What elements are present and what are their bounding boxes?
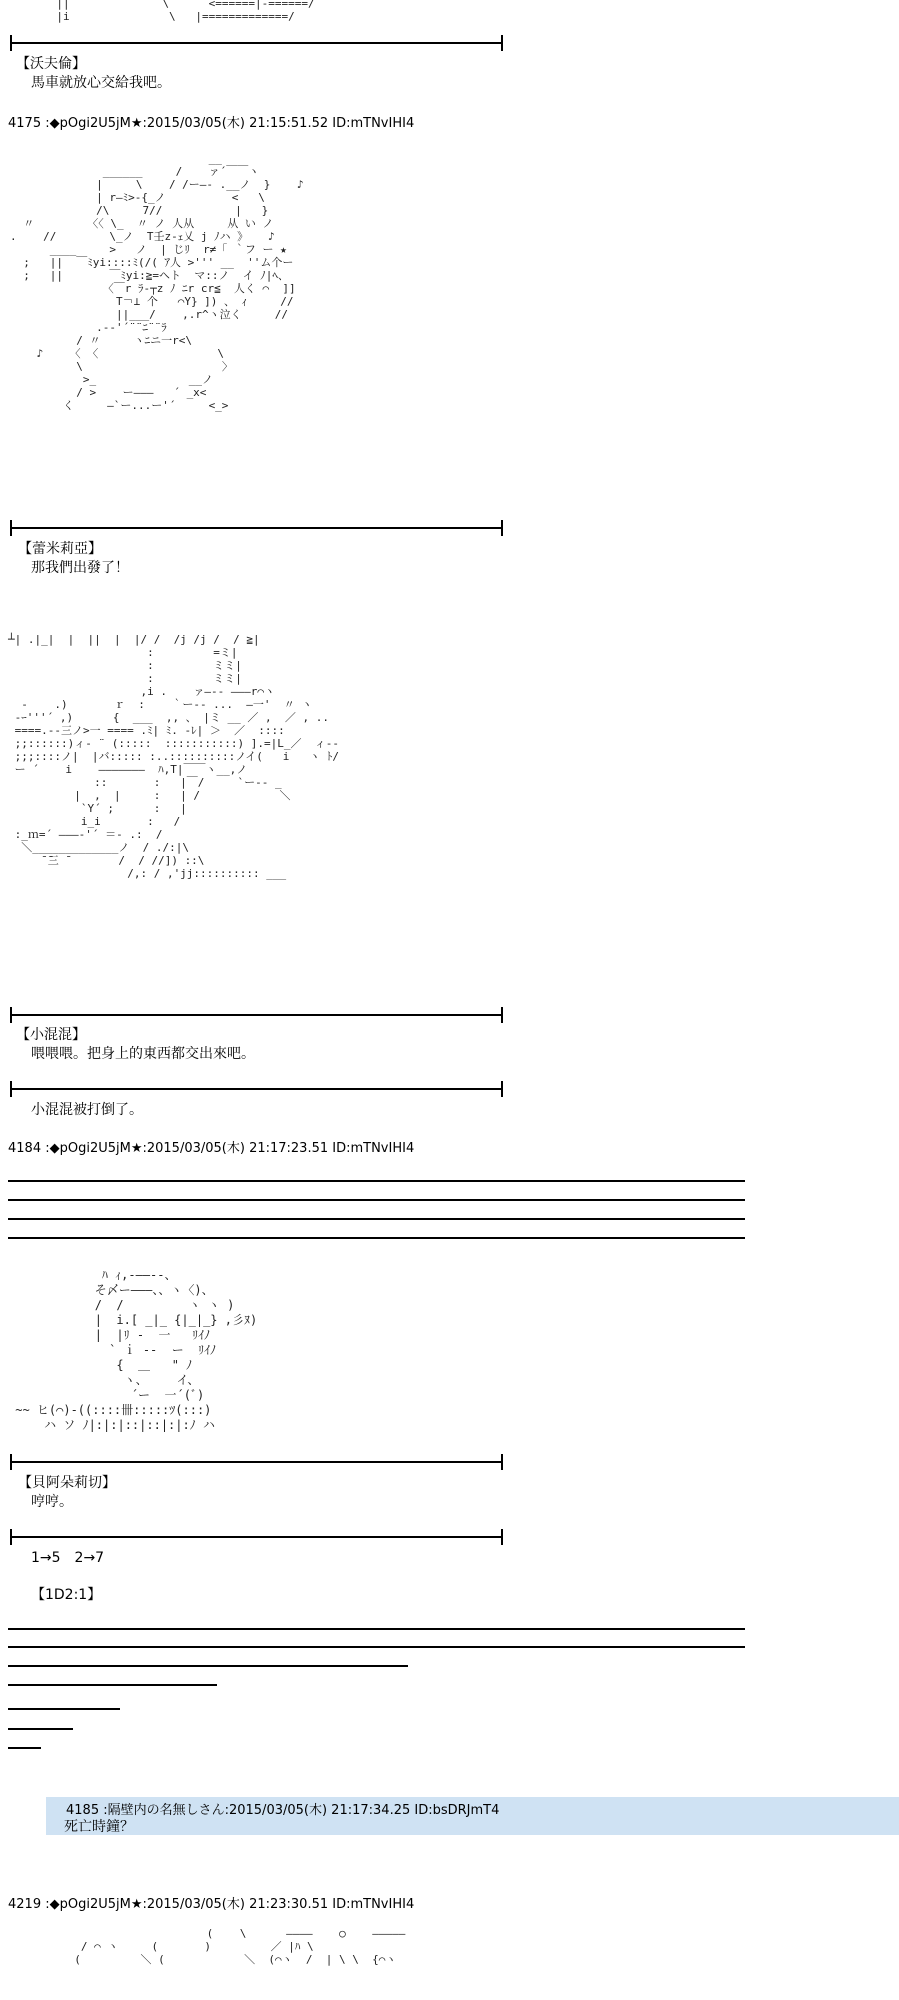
ascii-art-thug: ┴| .|_| | || | |/ / /j /j / / ≧| : =ミ| : ミミ| : ミミ| ,i . ァ―-‐ ―――r⌒ヽ - .) ｒ : ｀ー-- ... ―一' 〃 ヽ -ｰ'''´ ,) { ___ ,, 、 |ミ __ ／ , ／ , .. ====.-‐三ノ>一 ==== .ﾐ| ﾐ. -ﾚ| ＞ ／ :::: ;;::::::)ィ‐ ¨ (::::: :::::::::::) ].=|L_／ ィ-‐ ;;;::::ノ| |バ::::: :..::::::::::ノイ( i ヽ ﾄ/ ー ´ i ――――――― ﾊ,T|￣￣ヽ__,ノ :: : |￣/ `ー-- _ | , | : | / ＼ `Y´ ; : | i_i : / :_ｍ=´ ―――‐'´ ＝‐ .: / ＼_____________ノ / ./:|\ ̄ ̄三 ̄ / / //]) ::\ /,: / ,'jj:::::::::: ___ <box>8 633 340 880</box>
post-header: 4175 :◆pOgi2U5jM★:2015/03/05(木) 21:15:51.52 ID:mTNvIHI4 <box>8 116 415 131</box>
separator-line <box>8 1218 745 1220</box>
dialog-line: 那我們出發了！ <box>31 560 129 576</box>
narration-line: 小混混被打倒了。 <box>31 1102 143 1118</box>
dialog-divider <box>10 527 503 529</box>
ascii-art-bottom-fragment: ( \ ―――― ○ ――――― / ⌒ ヽ ( ) ／ |ﾊ \ ( ＼ ( ＼ (⌒ヽ / | \ \ {⌒ヽ <box>74 1927 406 1966</box>
separator-line <box>8 1665 408 1667</box>
separator-line <box>8 1747 41 1749</box>
dialog-line: 哼哼。 <box>31 1494 73 1510</box>
separator-line <box>8 1199 745 1201</box>
dialog-divider <box>10 1014 503 1016</box>
reply-header: 4185 :隔壁内の名無しさん:2015/03/05(木) 21:17:34.25 ID:bsDRJmT4 <box>66 1803 500 1818</box>
separator-line <box>8 1708 120 1710</box>
speaker-name: 【沃夫倫】 <box>16 56 86 72</box>
dialog-divider <box>10 1536 503 1538</box>
dialog-divider <box>10 1461 503 1463</box>
separator-line <box>8 1628 745 1630</box>
separator-line <box>8 1728 73 1730</box>
separator-line <box>8 1180 745 1182</box>
post-header: 4184 :◆pOgi2U5jM★:2015/03/05(木) 21:17:23.51 ID:mTNvIHI4 <box>8 1141 415 1156</box>
separator-line <box>8 1237 745 1239</box>
post-header: 4219 :◆pOgi2U5jM★:2015/03/05(木) 21:23:30.51 ID:mTNvIHI4 <box>8 1897 415 1912</box>
speaker-name: 【蕾米莉亞】 <box>18 541 102 557</box>
speaker-name: 【小混混】 <box>16 1027 86 1043</box>
ascii-art-girl: __ ______ / ァ´￣￣ヽ | \ / /ー―‐ .__ノ } ♪ | r―ﾐ>‐{_ノ < \ /\ 7// | } 〃 〈〈 \_ 〃 ノ 人从 从 い ノ . // \_ノ T壬z-ｪ乂 j ﾉハ 》 ♪ ____ > ノ | じﾘ r≠「 ｀フ ー ★ ; || ￣ﾐyi::::ﾐ(/( ｱ人 >''' __ ''ム个ー ; || ￣ﾐyi:≧=ヘト マ::ノ イ ﾉ|ﾍ、 〈￣r ﾗ‐┬z ﾉ ﾆr cr≦ 人く ⌒ ]] T￢⊥ 个 ⌒Y} ]) 、 ｨ // ||___/ ,.r^ヽ泣く // .-‐'´¨¨ﾆ¨¨ﾗ / 〃 ヽﾆニ一r<\ ♪ 〈 〈 \ \ 〉 >_ __ノ / > ー――― ´ _x< く ―`ー...ー'´ <_> <box>10 152 304 412</box>
reply-body: 死亡時鐘？ <box>64 1819 134 1835</box>
dialog-line: 喂喂喂。把身上的東西都交出來吧。 <box>31 1046 255 1062</box>
ascii-art-beard-character: ﾊ ｨ,-――‐-、 そ〆ー―――、、ヽ〈)、 / / ヽ ヽ ) | i.[ _|_ {|_|_} ,彡ﾇ) | |ﾘ - 一 ﾘｲﾉ ` ｉ -‐ ー ﾘｲﾉ { ＿ " ﾉ ヽ、 イ、 ´ー 一´(ﾞ) ~~ ヒ(⌒)-((::::卌:::::ﾂ(:::) ハ ソ ﾉ|:|:|::|::|:|:ﾉ ハ <box>15 1268 258 1432</box>
speaker-name: 【貝阿朵莉切】 <box>18 1475 116 1491</box>
separator-line <box>8 1684 217 1686</box>
separator-line <box>8 1646 745 1648</box>
dialog-line: 馬車就放心交給我吧。 <box>31 75 171 91</box>
dice-result: 1→5 2→7 <box>31 1550 105 1566</box>
dice-roll: 【1D2:1】 <box>31 1587 102 1603</box>
reply-post <box>46 1797 899 1835</box>
dialog-divider <box>10 42 503 44</box>
dialog-divider <box>10 1088 503 1090</box>
ascii-art-top-fragment: || \ <======|-======/ |i \ |=============/ <box>56 0 315 23</box>
